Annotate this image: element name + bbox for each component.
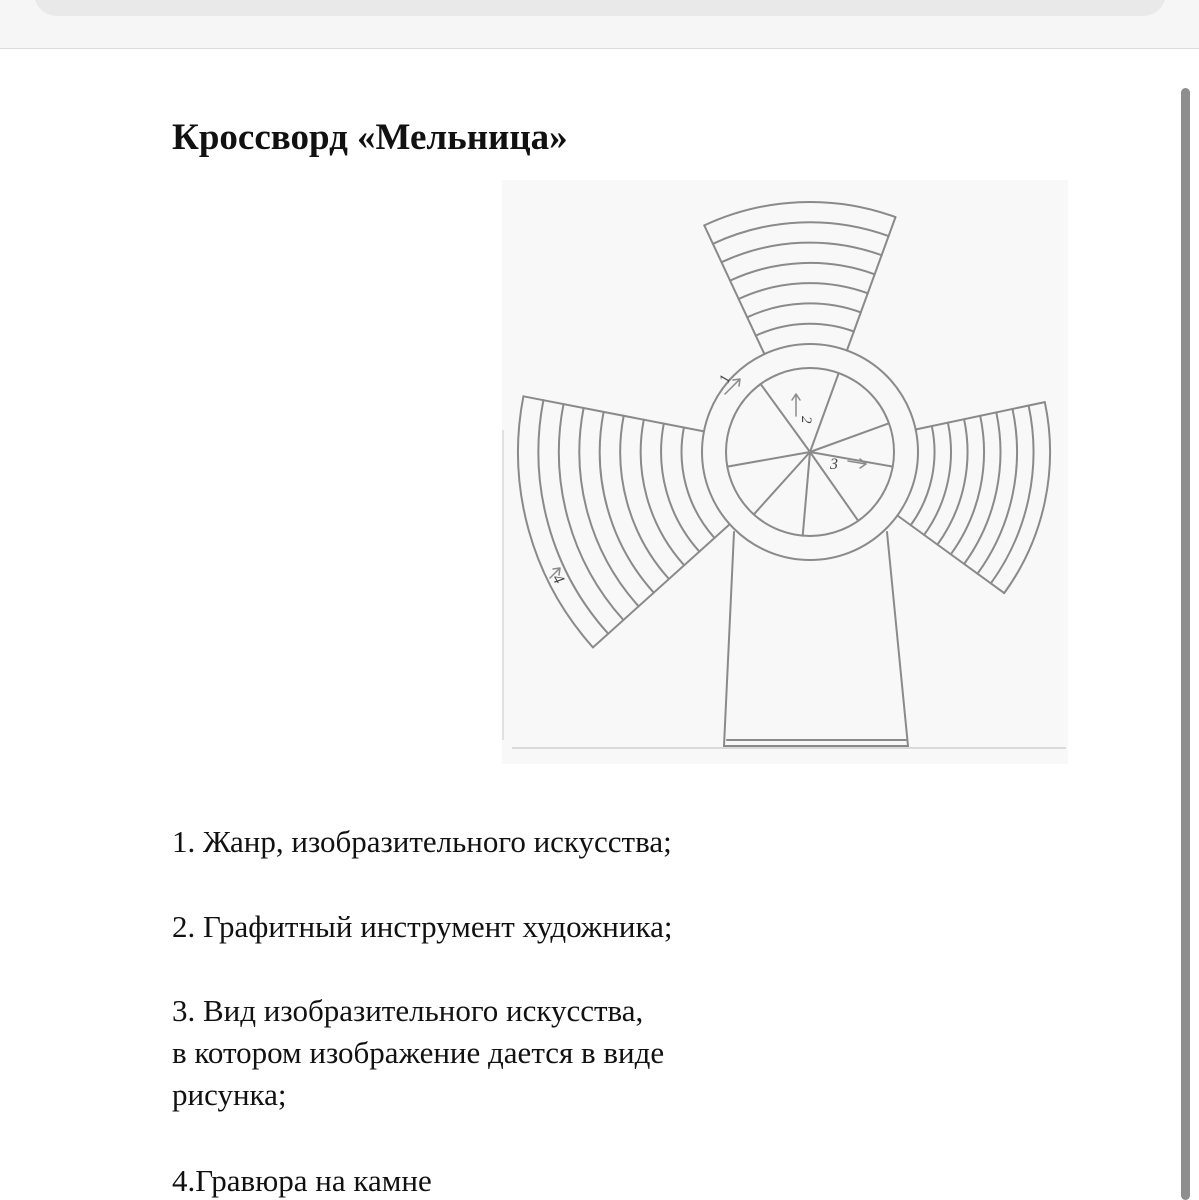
clue-3-line-1: 3. Вид изобразительного искусства, [172, 993, 644, 1028]
clue-2 [172, 906, 672, 948]
clue-2-text: 2. Графитный инструмент художника; [172, 909, 673, 944]
address-bar[interactable] [34, 0, 1166, 16]
clue-1 [172, 821, 672, 863]
clue-number-1: 1 [716, 372, 735, 386]
clue-number-2: 2 [798, 416, 814, 424]
clue-number-3: 3 [830, 456, 838, 473]
clue-4-text: 4.Гравюра на камне [172, 1163, 432, 1198]
clue-3-line-2: в котором изображение дается в виде [172, 1035, 665, 1070]
clue-number-4: 4 [548, 571, 568, 587]
clue-3-line-3: рисунка; [172, 1077, 287, 1112]
clue-1-text: 1. Жанр, изобразительного искусства; [172, 824, 672, 859]
clue-4 [172, 1160, 432, 1200]
crossword-figure [502, 180, 1068, 764]
browser-top-bar [0, 0, 1199, 49]
clue-3 [172, 990, 664, 1116]
page-title: Кроссворд «Мельница» [172, 117, 568, 158]
scrollbar[interactable] [1181, 88, 1190, 1200]
